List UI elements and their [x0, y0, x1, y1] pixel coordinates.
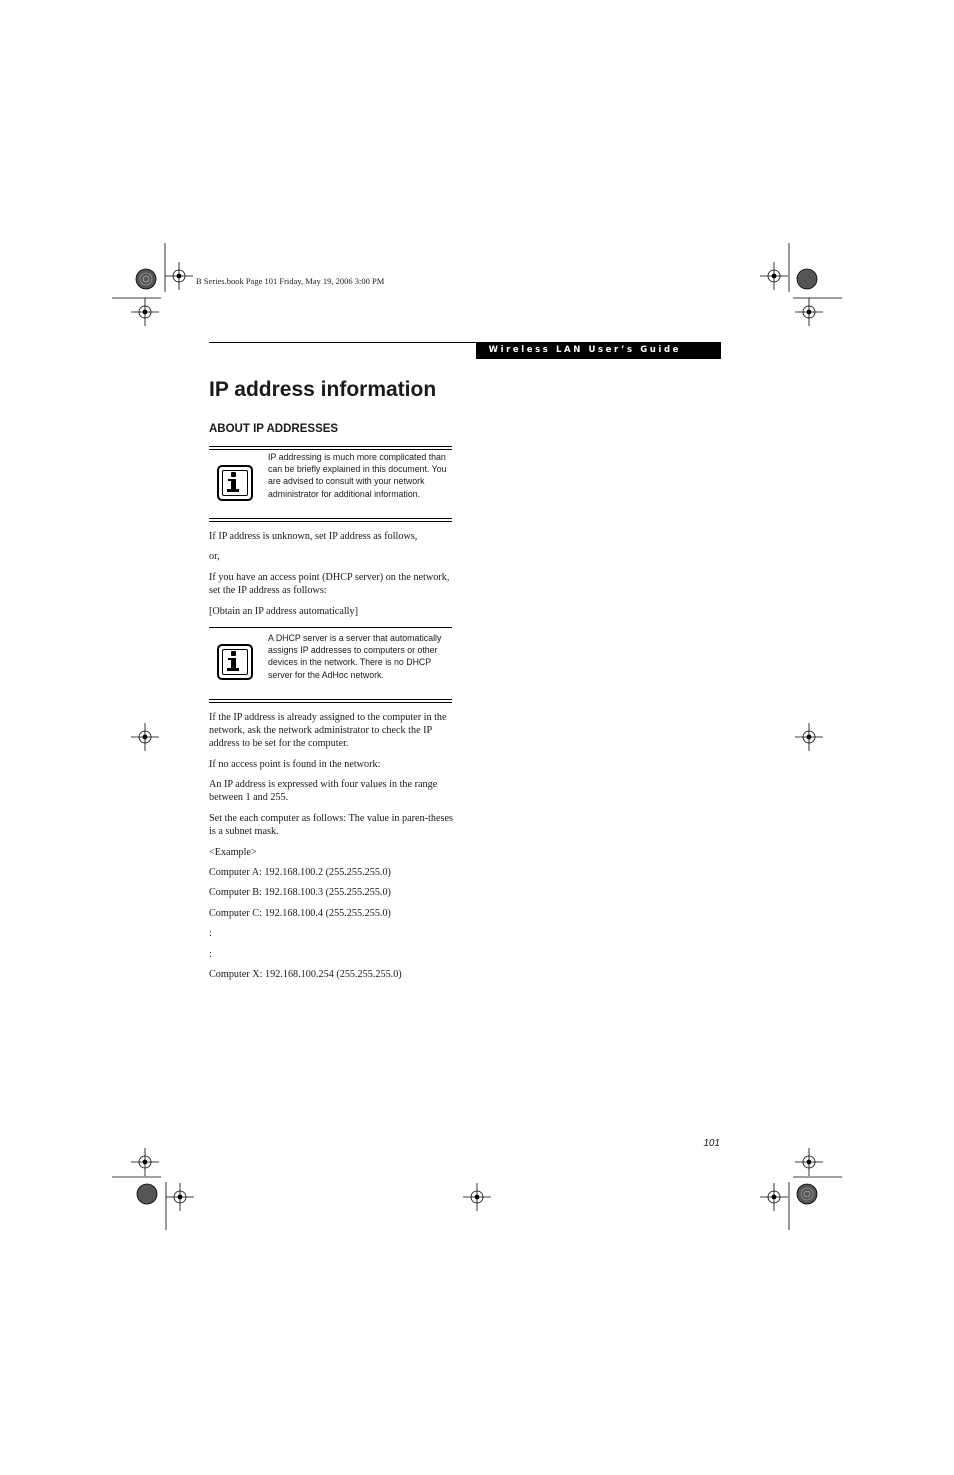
paragraph: Set the each computer as follows: The value in paren-theses is a subnet mask. — [209, 813, 453, 837]
paragraph: or, — [209, 551, 220, 562]
info-icon — [217, 644, 253, 680]
print-slug: B Series.book Page 101 Friday, May 19, 2006 3:00 PM — [196, 276, 385, 286]
paragraph: If IP address is unknown, set IP address as follows, — [209, 531, 418, 542]
note-bottom-rule — [209, 699, 452, 703]
paragraph: [Obtain an IP address automatically] — [209, 606, 358, 617]
paragraph: Computer A: 192.168.100.2 (255.255.255.0) — [209, 867, 391, 878]
paragraph: If the IP address is already assigned to the computer in the network, ask the network administrator to check the IP address to be set for the computer. — [209, 712, 447, 749]
paragraph: Computer X: 192.168.100.254 (255.255.255.0) — [209, 969, 402, 980]
note-bottom-rule — [209, 518, 452, 522]
paragraph: Computer B: 192.168.100.3 (255.255.255.0) — [209, 887, 391, 898]
paragraph: If you have an access point (DHCP server) on the network, set the IP address as follows: — [209, 572, 450, 596]
section-heading: ABOUT IP ADDRESSES — [209, 423, 339, 435]
paragraph: : — [209, 928, 212, 939]
paragraph: : — [209, 949, 212, 960]
info-icon — [217, 465, 253, 501]
note-top-rule — [209, 627, 452, 628]
paragraph: If no access point is found in the network: — [209, 759, 381, 770]
page-title: IP address information — [209, 378, 437, 401]
paragraph: Computer C: 192.168.100.4 (255.255.255.0) — [209, 908, 391, 919]
note-top-rule — [209, 446, 452, 450]
paragraph: <Example> — [209, 847, 257, 858]
running-header: Wireless LAN User’s Guide — [476, 342, 721, 359]
paragraph: An IP address is expressed with four values in the range between 1 and 255. — [209, 779, 438, 803]
note-text: IP addressing is much more complicated than can be briefly explained in this document. You are advised to consult with your network administrator for additional information. — [268, 452, 447, 499]
page-number: 101 — [703, 1138, 720, 1149]
note-text: A DHCP server is a server that automatically assigns IP addresses to computers or other devices in the network. There is no DHCP server for the AdHoc network. — [268, 633, 442, 680]
